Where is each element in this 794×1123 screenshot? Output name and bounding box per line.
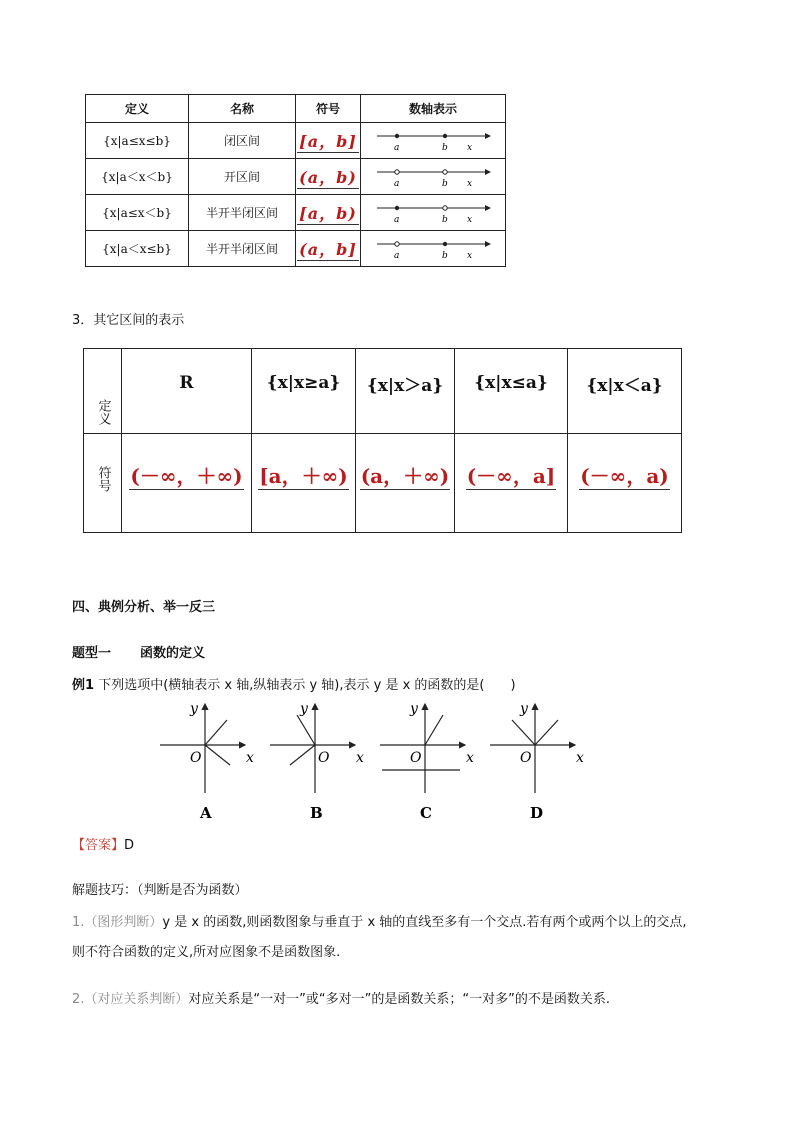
section-3-title: 3．其它区间的表示 <box>72 313 185 328</box>
point-b-open <box>443 206 447 210</box>
type-label: 题型一 <box>72 646 112 661</box>
svg-text:b: b <box>442 143 448 153</box>
graph-a[interactable] <box>160 701 254 822</box>
point-b-filled <box>443 242 447 246</box>
point-a-filled <box>395 134 399 138</box>
interval-definition: {x|a≤x＜b} <box>86 195 189 231</box>
example-1 <box>72 674 516 693</box>
symbol-cell: (－∞，a] <box>466 460 557 490</box>
point-a-open <box>395 170 399 174</box>
table-row-symbol <box>84 434 682 533</box>
svg-text:b: b <box>442 215 448 225</box>
svg-text:O: O <box>520 750 532 766</box>
point-b-open <box>443 170 447 174</box>
header-number-line: 数轴表示 <box>361 95 506 123</box>
tip-2-text: 对应关系是“一对一”或“多对一”的是函数关系；“一对多”的不是函数关系. <box>188 992 610 1007</box>
symbol-cell: (－∞，a) <box>579 460 670 490</box>
svg-text:x: x <box>246 750 254 766</box>
number-line <box>361 123 506 159</box>
svg-text:y: y <box>520 701 528 717</box>
svg-text:a: a <box>394 251 400 261</box>
svg-text:b: b <box>442 179 448 189</box>
graph-b[interactable] <box>270 701 364 822</box>
definition-cell: {x|x≥a} <box>266 373 341 393</box>
interval-definition: {x|a＜x＜b} <box>86 159 189 195</box>
svg-text:y: y <box>300 701 308 717</box>
svg-text:x: x <box>576 750 584 766</box>
svg-text:a: a <box>394 215 400 225</box>
header-name: 名称 <box>189 95 296 123</box>
tip-1-line1: y 是 x 的函数,则函数图象与垂直于 x 轴的直线至多有一个交点.若有两个或两个以上的交点, <box>162 915 687 930</box>
number-line-open <box>363 160 503 190</box>
interval-name: 闭区间 <box>189 123 296 159</box>
point-b-filled <box>443 134 447 138</box>
point-a-open <box>395 242 399 246</box>
type-title: 函数的定义 <box>140 646 206 661</box>
table-row <box>86 231 506 267</box>
interval-definition: {x|a＜x≤b} <box>86 231 189 267</box>
interval-symbol: [a，b] <box>297 129 359 153</box>
tip-2-prefix: 2.（对应关系判断） <box>72 992 189 1007</box>
svg-text:A: A <box>200 804 212 822</box>
graph-c[interactable] <box>380 701 474 822</box>
point-a-filled <box>395 206 399 210</box>
tip-1-prefix: 1.（图形判断） <box>72 915 163 930</box>
interval-name: 半开半闭区间 <box>189 195 296 231</box>
svg-text:x: x <box>467 215 473 225</box>
svg-text:C: C <box>420 804 432 822</box>
svg-text:x: x <box>467 143 473 153</box>
table-row-definition <box>84 349 682 434</box>
interval-symbol: [a，b) <box>297 201 359 225</box>
svg-text:x: x <box>467 251 473 261</box>
number-line-half-open-right <box>363 196 503 226</box>
answer <box>72 834 134 853</box>
interval-symbol: (a，b] <box>297 237 359 261</box>
definition-cell: {x|x≤a} <box>474 373 548 393</box>
definition-cell: {x|x＜a} <box>586 375 663 396</box>
svg-text:b: b <box>442 251 448 261</box>
answer-label: 【答案】 <box>72 838 125 853</box>
header-symbol: 符号 <box>296 95 361 123</box>
svg-text:O: O <box>190 750 202 766</box>
row-label-symbol: 符号 <box>84 434 122 533</box>
function-graphs <box>150 698 600 828</box>
tips-title: 解题技巧：（判断是否为函数） <box>72 883 248 898</box>
definition-cell: {x|x＞a} <box>366 375 444 396</box>
svg-text:x: x <box>467 179 473 189</box>
svg-text:a: a <box>394 143 400 153</box>
svg-text:y: y <box>410 701 418 717</box>
symbol-cell: (－∞，＋∞) <box>129 460 243 490</box>
svg-text:B: B <box>310 804 323 822</box>
example-text: 下列选项中(横轴表示 x 轴,纵轴表示 y 轴),表示 y 是 x 的函数的是( ) <box>98 678 516 693</box>
svg-text:y: y <box>190 701 198 717</box>
interval-table <box>85 94 506 267</box>
svg-text:x: x <box>466 750 474 766</box>
svg-text:O: O <box>318 750 330 766</box>
number-line <box>361 231 506 267</box>
svg-text:x: x <box>356 750 364 766</box>
interval-definition: {x|a≤x≤b} <box>86 123 189 159</box>
section-4-title: 四、典例分析、举一反三 <box>72 600 216 615</box>
tip-2 <box>72 988 610 1007</box>
answer-value: D <box>124 838 135 853</box>
number-line-closed <box>363 124 503 154</box>
table-row <box>86 159 506 195</box>
symbol-cell: (a，＋∞) <box>360 460 451 490</box>
interval-name: 半开半闭区间 <box>189 231 296 267</box>
symbol-cell: [a，＋∞) <box>258 460 349 490</box>
interval-symbol: (a，b) <box>297 165 359 189</box>
interval-name: 开区间 <box>189 159 296 195</box>
example-label: 例1 <box>72 678 95 693</box>
number-line <box>361 159 506 195</box>
table-row <box>86 195 506 231</box>
number-line <box>361 195 506 231</box>
svg-text:a: a <box>394 179 400 189</box>
number-line-half-open-left <box>363 232 503 262</box>
row-label-definition: 定义 <box>84 349 122 434</box>
tip-1 <box>72 911 732 930</box>
header-definition: 定义 <box>86 95 189 123</box>
table-row <box>86 123 506 159</box>
svg-text:O: O <box>410 750 422 766</box>
svg-text:D: D <box>530 804 544 822</box>
definition-cell: R <box>179 373 194 393</box>
tip-1-line2: 则不符合函数的定义,所对应图象不是函数图象. <box>72 945 341 960</box>
other-intervals-table <box>83 348 682 533</box>
graph-d[interactable] <box>490 701 584 822</box>
